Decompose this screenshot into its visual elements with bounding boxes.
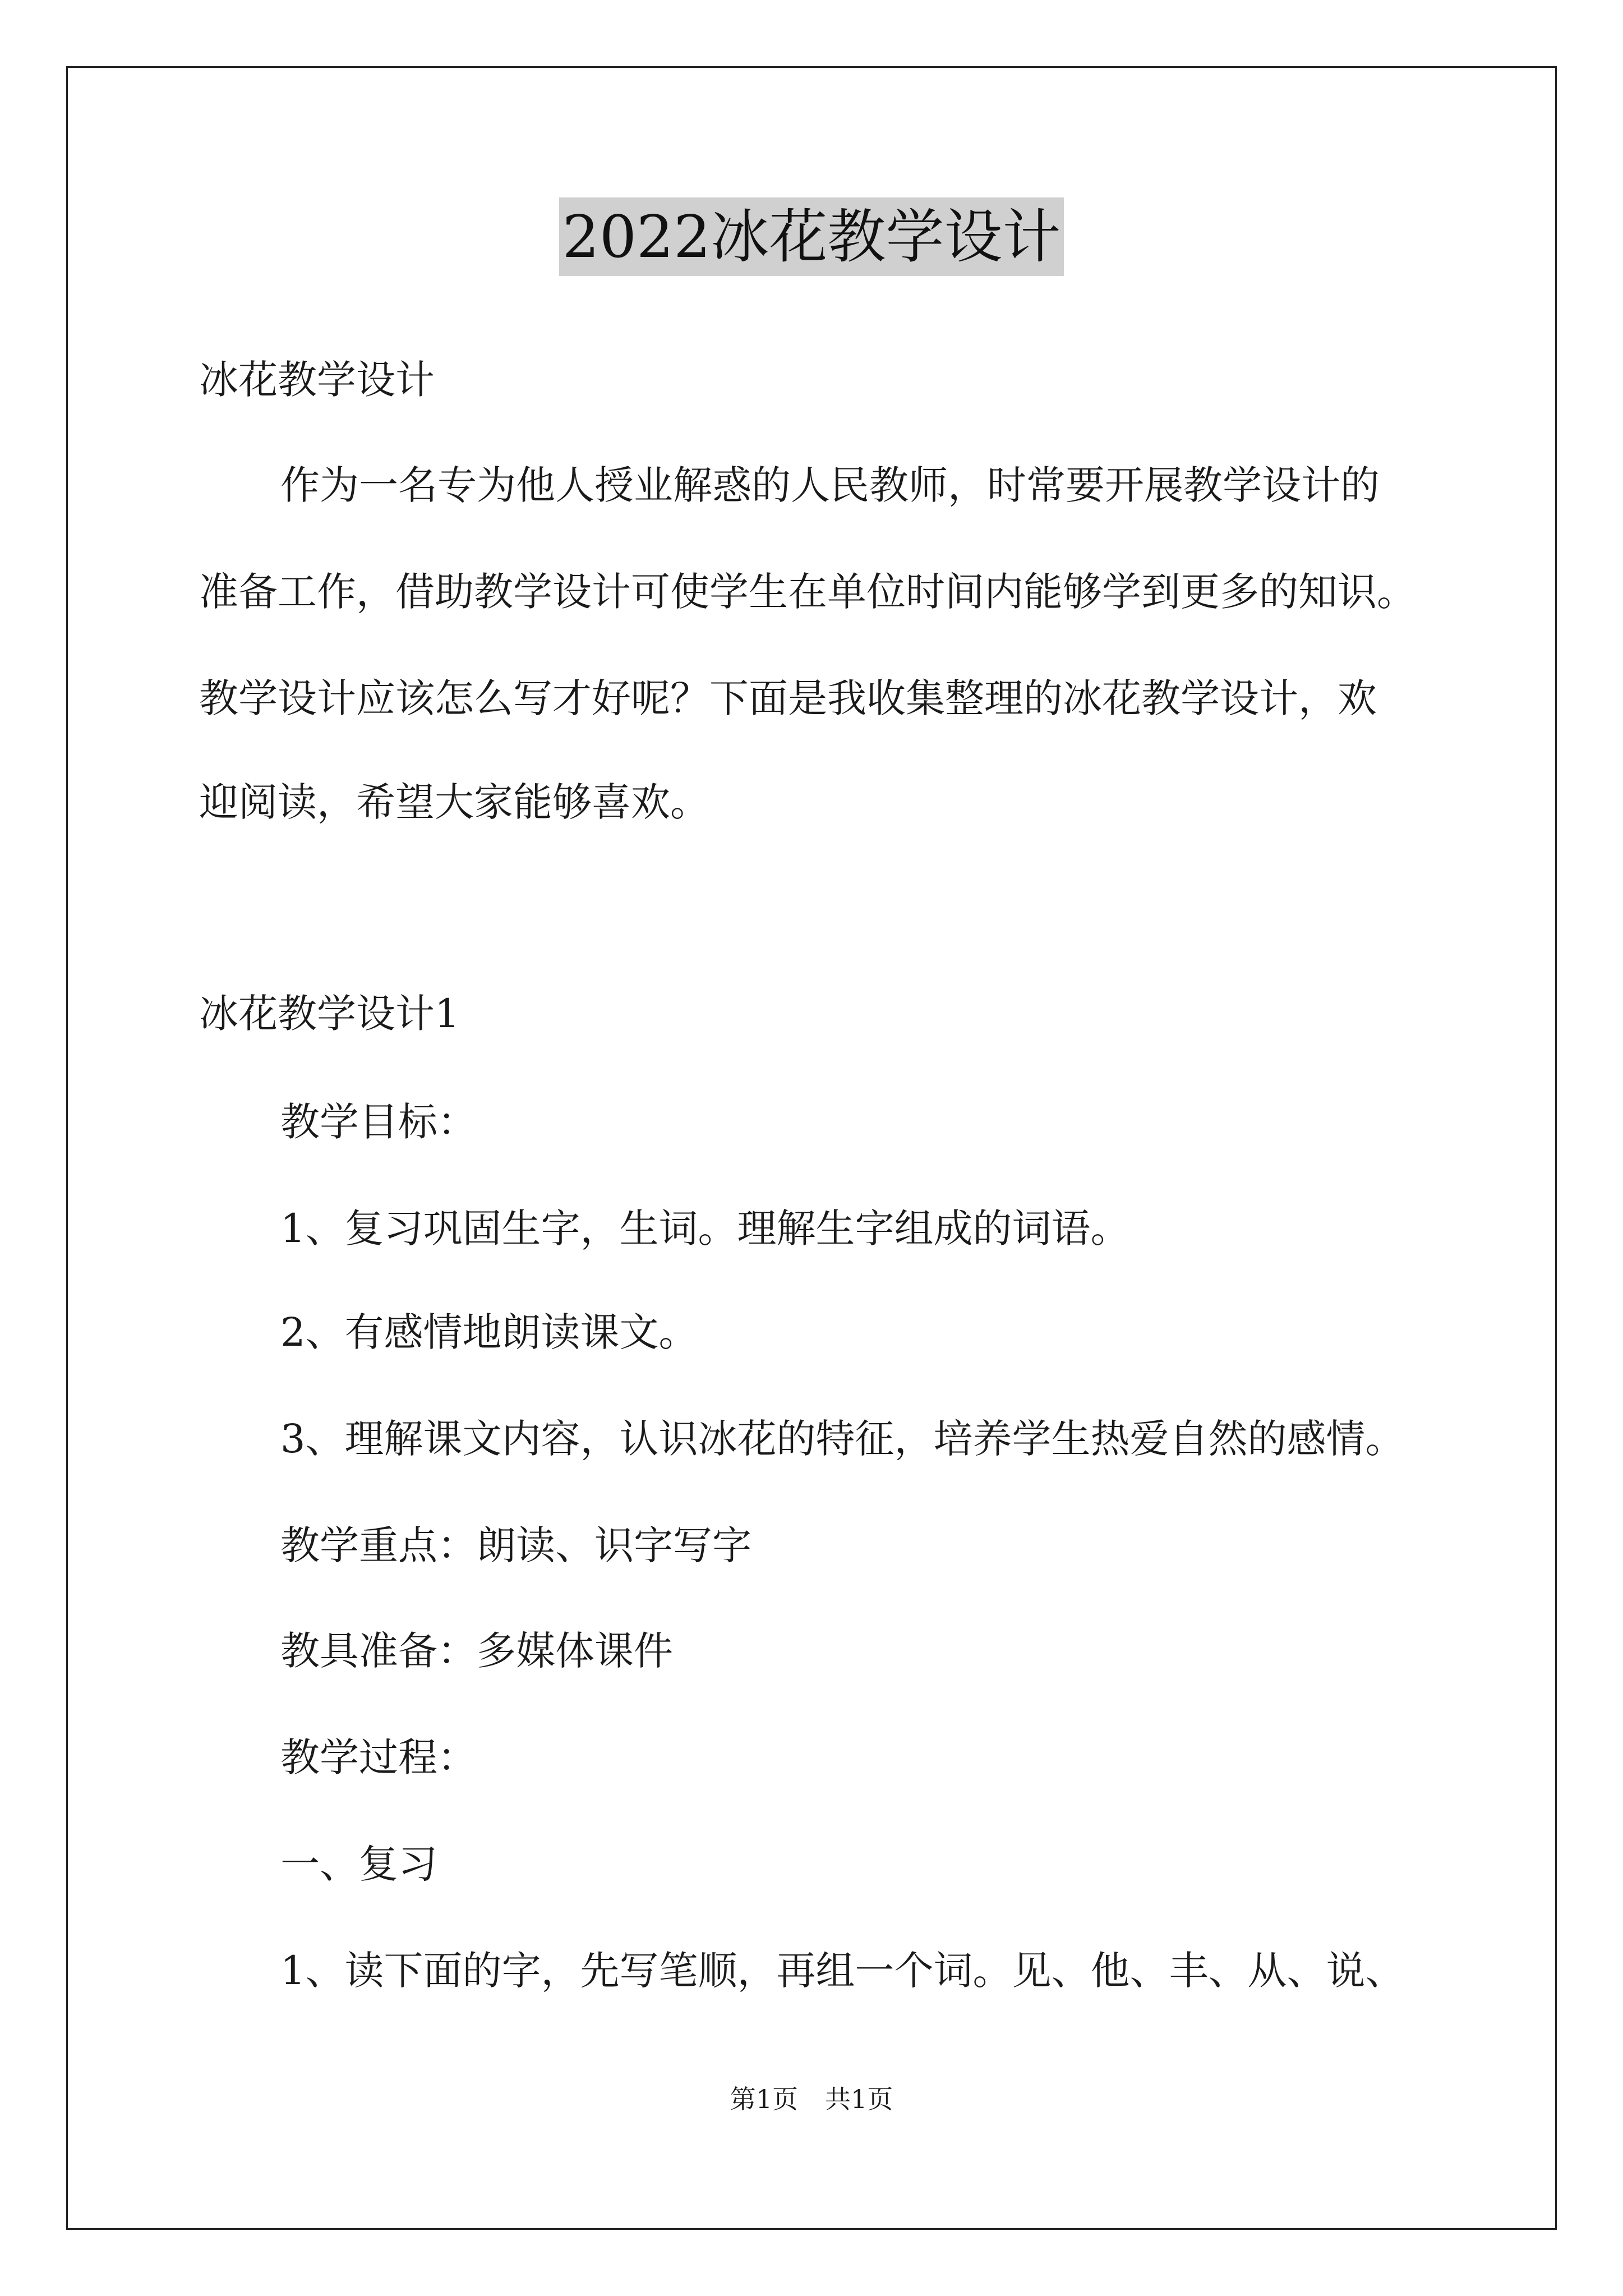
body-paragraph-line: 准备工作，借助教学设计可使学生在单位时间内能够学到更多的知识。: [199, 569, 1416, 615]
objectives-heading: 教学目标：: [280, 1099, 477, 1145]
teaching-aids-line: 教具准备：多媒体课件: [280, 1628, 673, 1674]
document-title: 2022冰花教学设计: [559, 197, 1064, 276]
section-heading-design-1: 冰花教学设计1: [199, 991, 460, 1037]
page-footer: [0, 2082, 1623, 2116]
body-paragraph-line: 迎阅读，希望大家能够喜欢。: [199, 779, 709, 825]
body-paragraph-line: 作为一名专为他人授业解惑的人民教师，时常要开展教学设计的: [280, 462, 1380, 508]
objective-item: 1、复习巩固生字，生词。理解生字组成的词语。: [280, 1205, 1130, 1251]
title-container: [0, 197, 1623, 276]
section-heading-intro: 冰花教学设计: [199, 357, 435, 403]
page-number-current: 第1页: [730, 2084, 798, 2114]
body-paragraph-line: 教学设计应该怎么写才好呢？下面是我收集整理的冰花教学设计，欢: [199, 675, 1377, 721]
review-item: 1、读下面的字，先写笔顺，再组一个词。见、他、丰、从、说、: [280, 1948, 1405, 1994]
objective-item: 2、有感情地朗读课文。: [280, 1309, 698, 1355]
objective-item: 3、理解课文内容，认识冰花的特征，培养学生热爱自然的感情。: [280, 1416, 1405, 1462]
process-heading: 教学过程：: [280, 1734, 477, 1780]
key-points-line: 教学重点：朗读、识字写字: [280, 1522, 751, 1568]
page-number-total: 共1页: [825, 2084, 893, 2114]
review-heading: 一、复习: [280, 1841, 437, 1887]
